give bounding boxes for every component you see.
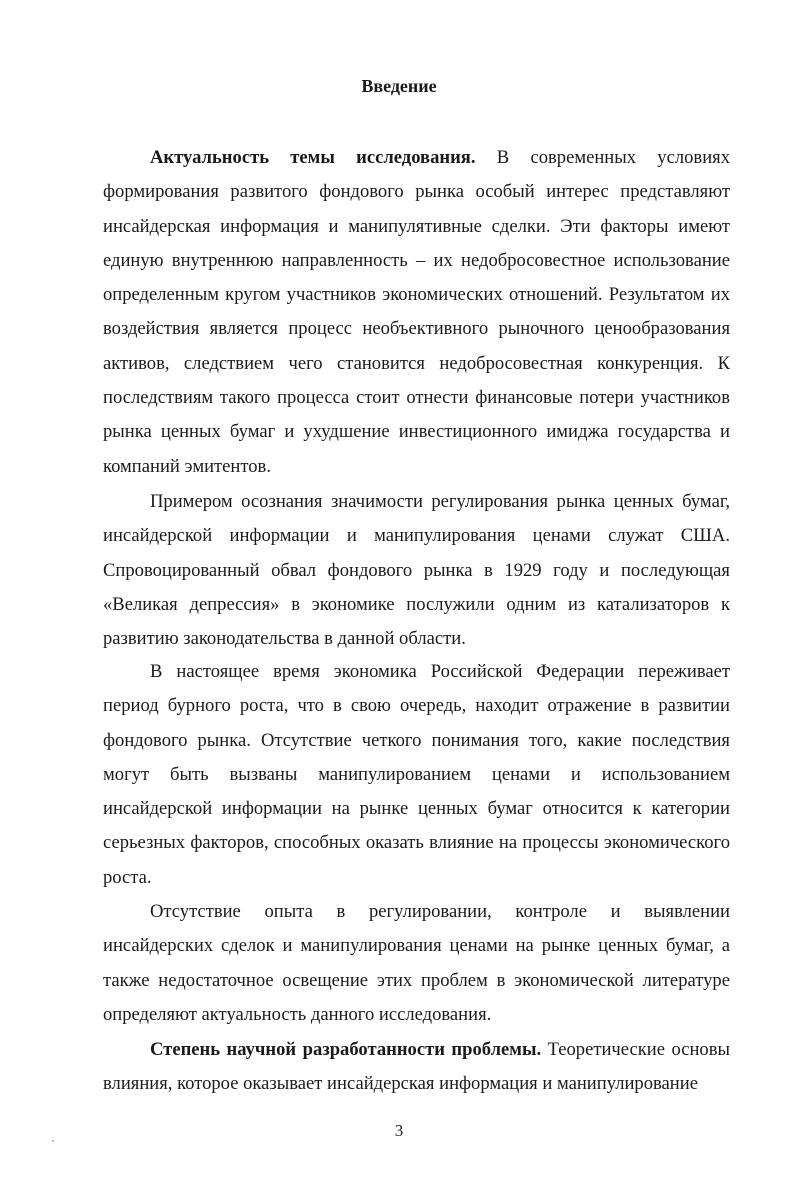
- paragraph-text: Отсутствие опыта в регулировании, контроле и выявлении инсайдерских сделок и манипулирования ценами на рынке ценных бумаг, а также недостаточное освещение этих проблем в экономической литературе определяют актуальность данного исследования.: [103, 901, 730, 1025]
- paragraph-lead: Актуальность темы исследования.: [150, 147, 476, 168]
- paragraph-research-degree: [103, 1033, 730, 1102]
- paragraph-lead: Степень научной разработанности проблемы.: [150, 1039, 542, 1060]
- paragraph-lack-of-experience: [103, 895, 730, 1032]
- scan-speck: [52, 1140, 54, 1142]
- paragraph-russia-economy: [103, 655, 730, 895]
- paragraph-text: Примером осознания значимости регулирования рынка ценных бумаг, инсайдерской информации и манипулирования ценами служат США. Спровоцированный обвал фондового рынка в 1929 году и последующая «Великая депрессия» в экономике послужили одним из катализаторов к развитию законодательства в данной области.: [103, 491, 730, 650]
- page-title: Введение: [361, 76, 437, 96]
- page-number: 3: [394, 1121, 404, 1140]
- paragraph-text: В настоящее время экономика Российской Федерации переживает период бурного роста, что в свою очередь, находит отражение в развитии фондового рынка. Отсутствие четкого понимания того, какие последствия могут быть вызваны манипулированием ценами и использованием инсайдерской информации на рынке ценных бумаг относится к категории серьезных факторов, способных оказать влияние на процессы экономического роста.: [103, 661, 730, 888]
- paragraph-usa-example: [103, 485, 730, 656]
- paragraph-text: Теоретические основы влияния, которое оказывает инсайдерская информация и манипулирование: [103, 1039, 730, 1095]
- paragraph-relevance: [103, 141, 730, 484]
- paragraph-text: В современных условиях формирования развитого фондового рынка особый интерес представляют инсайдерская информация и манипулятивные сделки. Эти факторы имеют единую внутреннюю направленность – их недобросовестное использование определенным кругом участников экономических отношений. Результатом их воздействия является процесс необъективного рыночного ценообразования активов, следствием чего становится недобросовестная конкуренция. К последствиям такого процесса стоит отнести финансовые потери участников рынка ценных бумаг и ухудшение инвестиционного имиджа государства и компаний эмитентов.: [103, 147, 731, 477]
